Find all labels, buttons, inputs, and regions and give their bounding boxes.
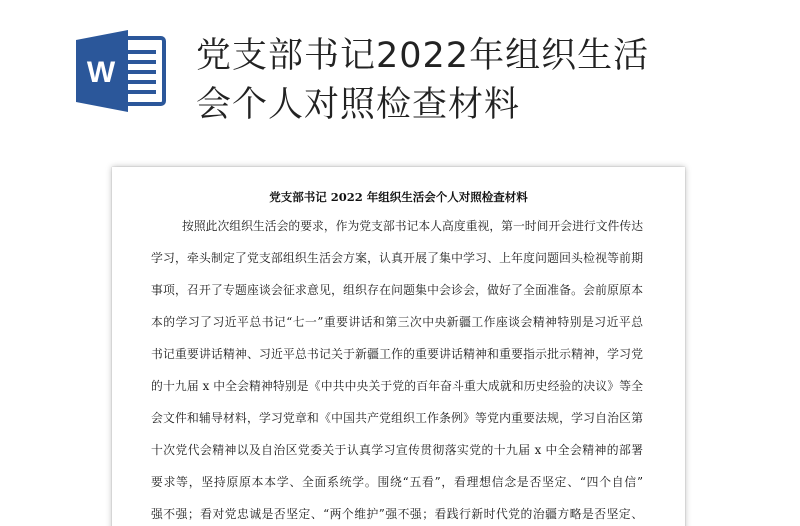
document-title: 党支部书记 2022 年组织生活会个人对照检查材料 bbox=[269, 190, 528, 204]
document-line: 本的学习了习近平总书记“七一”重要讲话和第三次中央新疆工作座谈会精神特别是习近平总 bbox=[151, 315, 643, 329]
document-line: 要求等，坚持原原本本学、全面系统学。围绕“五看”，看理想信念是否坚定、“四个自信” bbox=[151, 475, 643, 489]
document-line: 的十九届 x 中全会精神特别是《中共中央关于党的百年奋斗重大成就和历史经验的决议》等全 bbox=[151, 379, 643, 393]
page-title bbox=[196, 32, 756, 130]
document-line: 强不强；看对党忠诚是否坚定、“两个维护”强不强；看践行新时代党的治疆方略是否坚定、 bbox=[151, 507, 643, 521]
document-line: 学习，牵头制定了党支部组织生活会方案，认真开展了集中学习、上年度问题回头检视等前期 bbox=[151, 251, 643, 265]
page-title-line1: 党支部书记2022年组织生活 bbox=[196, 36, 650, 76]
word-document-icon bbox=[74, 30, 168, 112]
document-line: 书记重要讲话精神、习近平总书记关于新疆工作的重要讲话精神和重要指示批示精神，学习党 bbox=[151, 347, 643, 361]
document-line: 事项，召开了专题座谈会征求意见，组织存在问题集中会诊会，做好了全面准备。会前原原本 bbox=[151, 283, 643, 297]
page-title-line2: 会个人对照检查材料 bbox=[196, 85, 521, 125]
document-line: 会文件和辅导材料，学习党章和《中国共产党组织工作条例》等党内重要法规，学习自治区第 bbox=[151, 411, 643, 425]
document-line: 十次党代会精神以及自治区党委关于认真学习宣传贯彻落实党的十九届 x 中全会精神的部署 bbox=[151, 443, 643, 457]
document-preview bbox=[112, 167, 685, 526]
word-logo-letter: W bbox=[86, 56, 116, 89]
document-line: 按照此次组织生活会的要求，作为党支部书记本人高度重视，第一时间开会进行文件传达 bbox=[182, 219, 643, 233]
